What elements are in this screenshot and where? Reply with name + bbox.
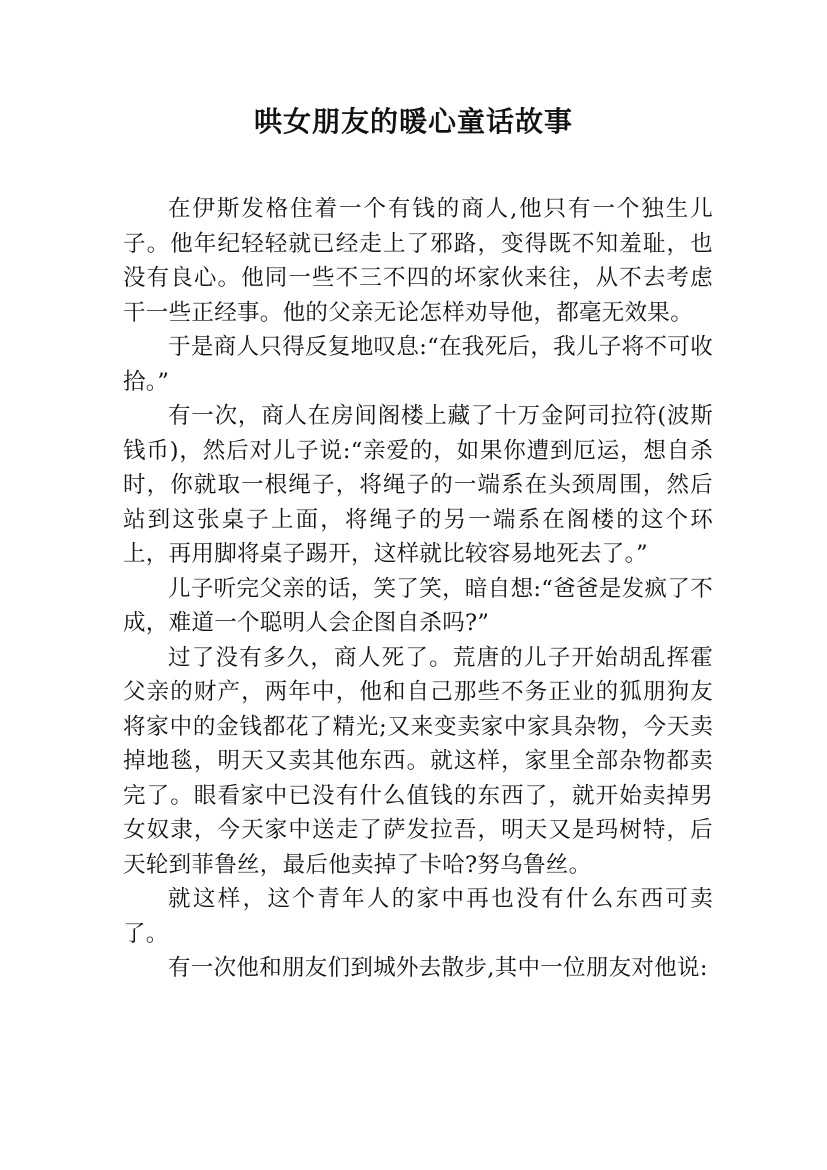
paragraph: 过了没有多久，商人死了。荒唐的儿子开始胡乱挥霍父亲的财产，两年中，他和自己那些不务正业的狐朋狗友将家中的金钱都花了精光;又来变卖家中家具杂物，今天卖掉地毯，明天又卖其他东西。就这样，家里全部杂物都卖完了。眼看家中已没有什么值钱的东西了，就开始卖掉男女奴隶，今天家中送走了萨发拉吾，明天又是玛树特，后天轮到菲鲁丝，最后他卖掉了卡哈?努乌鲁丝。 xyxy=(123,644,713,878)
paragraph: 就这样，这个青年人的家中再也没有什么东西可卖了。 xyxy=(123,886,713,947)
paragraph: 于是商人只得反复地叹息:“在我死后，我儿子将不可收拾。” xyxy=(123,334,713,395)
document-title: 哄女朋友的暖心童话故事 xyxy=(253,105,573,138)
paragraph: 有一次他和朋友们到城外去散步,其中一位朋友对他说: xyxy=(168,955,708,981)
paragraph: 儿子听完父亲的话，笑了笑，暗自想:“爸爸是发疯了不成，难道一个聪明人会企图自杀吗?” xyxy=(123,575,713,636)
paragraph: 在伊斯发格住着一个有钱的商人,他只有一个独生儿子。他年纪轻轻就已经走上了邪路，变得既不知羞耻，也没有良心。他同一些不三不四的坏家伙来往，从不去考虑干一些正经事。他的父亲无论怎样劝导他，都毫无效果。 xyxy=(123,196,713,326)
document-body xyxy=(123,192,713,986)
paragraph: 有一次，商人在房间阁楼上藏了十万金阿司拉符(波斯钱币)，然后对儿子说:“亲爱的，如果你遭到厄运，想自杀时，你就取一根绳子，将绳子的一端系在头颈周围，然后站到这张桌子上面，将绳子的另一端系在阁楼的这个环上，再用脚将桌子踢开，这样就比较容易地死去了。” xyxy=(123,403,713,567)
